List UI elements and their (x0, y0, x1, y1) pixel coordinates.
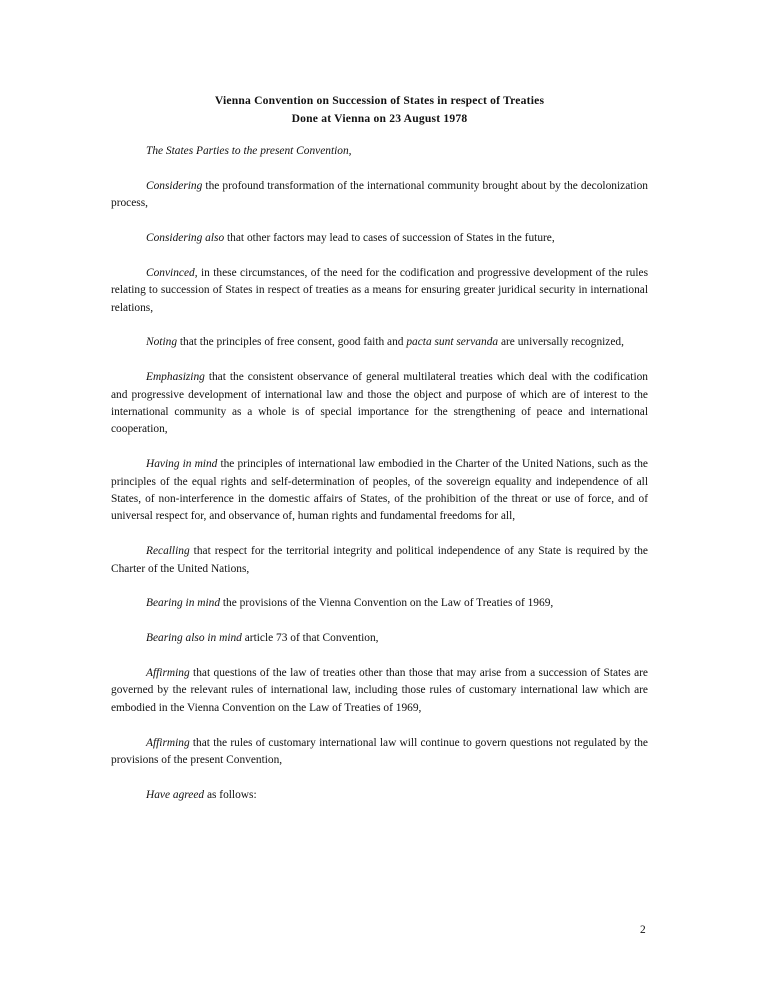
paragraph-text: the provisions of the Vienna Convention on the Law of Treaties of 1969, (220, 597, 554, 610)
latin-phrase: pacta sunt servanda (406, 336, 499, 349)
paragraph-text: are universally recognized, (498, 336, 624, 349)
paragraph-lead: Noting (146, 336, 178, 349)
paragraph-text: that other factors may lead to cases of succession of States in the future, (224, 232, 555, 244)
paragraph (111, 178, 648, 213)
paragraph-text: the profound transformation of the international community brought about by the decolonization process, (111, 179, 648, 210)
paragraph-lead: Convinced (146, 266, 195, 279)
intro-text: The States Parties to the present Convention, (146, 145, 352, 157)
paragraph-lead: Considering also (146, 232, 225, 244)
intro-paragraph (111, 143, 648, 160)
paragraph (111, 543, 648, 578)
paragraph-lead: Recalling (146, 545, 190, 558)
paragraph-lead: Affirming (146, 736, 190, 749)
document-title: Vienna Convention on Succession of States in respect of Treaties (214, 94, 545, 107)
paragraph (111, 630, 648, 647)
paragraph-text: article 73 of that Convention, (241, 632, 379, 645)
page-number: 2 (640, 924, 646, 936)
paragraph-text: , in these circumstances, of the need for the codification and progressive development of the rules relating to succession of States in respect of treaties as a means for ensuring greater juridical security in international relations, (111, 266, 648, 314)
paragraph-text: the principles of international law embodied in the Charter of the United Nations, such as the principles of the equal rights and self-determination of peoples, of the sovereign equality and independence of all States, of non-interference in the domestic affairs of States, of the prohibition of the threat or use of force, and of universal respect for, and observance of, human rights and fundamental freedoms for all, (111, 458, 648, 523)
document-body (111, 143, 648, 822)
paragraph (111, 665, 648, 717)
paragraph-lead: Considering (146, 179, 203, 192)
paragraph-lead: Bearing also in mind (146, 632, 242, 645)
paragraph-text: that the principles of free consent, good faith and (177, 336, 407, 349)
document-subtitle: Done at Vienna on 23 August 1978 (291, 112, 468, 125)
paragraph-text: that questions of the law of treaties other than those that may arise from a succession of States are governed by the relevant rules of international law, including those rules of customary international law which are embodied in the Vienna Convention on the Law of Treaties of 1969, (111, 667, 648, 714)
paragraph-text: that the rules of customary international law will continue to govern questions not regulated by the provisions of the present Convention, (111, 736, 648, 767)
paragraph (111, 456, 648, 526)
paragraph-text: that the consistent observance of general multilateral treaties which deal with the codification and progressive development of international law and those the object and purpose of which are of interest to the international community as a whole is of special importance for the strengthening of peace and international cooperation, (111, 371, 648, 436)
paragraph (111, 230, 648, 247)
paragraph-lead: Emphasizing (146, 371, 205, 384)
paragraph-text: as follows: (204, 788, 257, 801)
paragraph-lead: Affirming (146, 667, 190, 680)
paragraph (111, 334, 648, 351)
title-block (111, 92, 648, 128)
paragraph (111, 369, 648, 439)
paragraph (111, 787, 648, 804)
paragraph-lead: Having in mind (146, 458, 218, 471)
paragraph (111, 595, 648, 612)
paragraph (111, 735, 648, 770)
paragraph-lead: Have agreed (146, 788, 205, 801)
paragraph-text: that respect for the territorial integrity and political independence of any State is required by the Charter of the United Nations, (111, 545, 648, 575)
paragraph (111, 265, 648, 317)
paragraph-lead: Bearing in mind (146, 597, 221, 610)
